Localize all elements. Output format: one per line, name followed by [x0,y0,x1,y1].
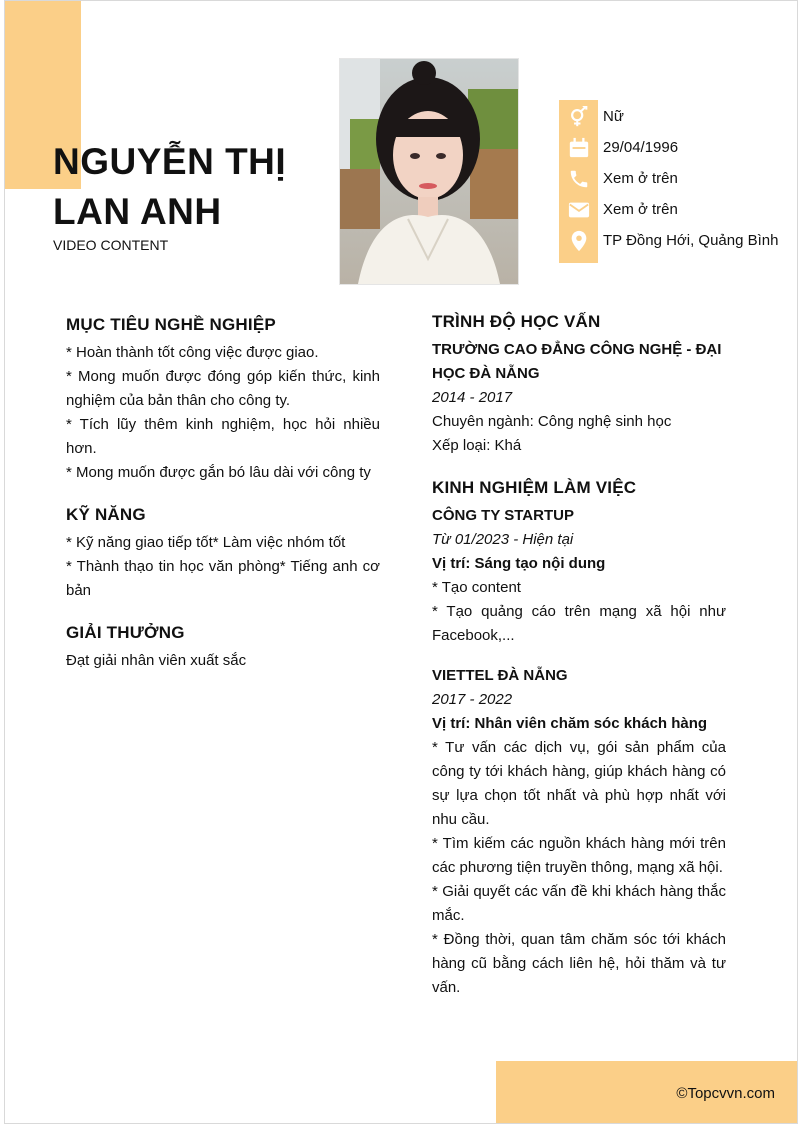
gender-icon [559,101,598,132]
education-rank: Xếp loại: Khá [432,437,522,454]
job-duty: * Đồng thời, quan tâm chăm sóc tới khách hàng cũ bằng cách liên hệ, hỏi thăm và tư vấn. [432,931,726,996]
education-section [432,312,726,458]
job-entry [432,504,726,648]
job-company: VIETTEL ĐÀ NẴNG [432,667,568,684]
skill-item: * Kỹ năng giao tiếp tốt* Làm việc nhóm tốt [66,534,346,551]
job-period: Từ 01/2023 - Hiện tại [432,531,574,548]
experience-title: KINH NGHIỆM LÀM VIỆC [432,478,637,497]
job-period: 2017 - 2022 [432,691,513,708]
phone-icon [559,163,598,194]
education-major: Chuyên ngành: Công nghệ sinh học [432,413,672,430]
email-icon [559,194,598,225]
left-column [66,315,380,693]
education-period: 2014 - 2017 [432,389,513,406]
objective-item: * Mong muốn được gắn bó lâu dài với công ty [66,464,371,481]
contact-birthday [559,132,779,163]
job-position: Vị trí: Nhân viên chăm sóc khách hàng [432,715,708,732]
footer-copyright: ©Topcvvn.com [676,1085,775,1102]
objective-item: * Tích lũy thêm kinh nghiệm, học hỏi nhiều hơn. [66,416,380,457]
skill-item: * Thành thạo tin học văn phòng* Tiếng anh cơ bản [66,558,380,599]
contact-email-text: Xem ở trên [603,201,678,218]
name-line-1: NGUYỄN THỊ [53,141,287,182]
award-item: Đạt giải nhân viên xuất sắc [66,652,247,669]
right-column [432,312,726,1020]
job-company: CÔNG TY STARTUP [432,507,574,524]
candidate-name [53,137,313,237]
birthday-calendar-icon [559,132,598,163]
cv-page [4,0,798,1124]
skills-section [66,505,380,603]
contact-gender-text: Nữ [603,108,624,125]
job-entry [432,664,726,1000]
education-school: TRƯỜNG CAO ĐẲNG CÔNG NGHỆ - ĐẠI HỌC ĐÀ NẴNG [432,341,722,382]
job-duty: * Tạo quảng cáo trên mạng xã hội như Facebook,... [432,603,726,644]
contact-email [559,194,779,225]
objective-title: MỤC TIÊU NGHỀ NGHIỆP [66,315,276,334]
contact-list [559,101,779,256]
skills-title: KỸ NĂNG [66,505,146,524]
job-duty: * Tạo content [432,579,521,596]
contact-address [559,225,779,256]
contact-gender [559,101,779,132]
contact-address-text: TP Đồng Hới, Quảng Bình [603,232,779,249]
objective-item: * Mong muốn được đóng góp kiến thức, kinh nghiệm của bản thân cho công ty. [66,368,380,409]
contact-phone-text: Xem ở trên [603,170,678,187]
objective-section [66,315,380,485]
location-pin-icon [559,225,598,256]
awards-section [66,623,380,673]
job-duty: * Tư vấn các dịch vụ, gói sản phẩm của công ty tới khách hàng, giúp khách hàng có sự lựa chọn tốt nhất và phù hợp nhất với nhu cầu. [432,739,726,828]
job-duty: * Tìm kiếm các nguồn khách hàng mới trên các phương tiện truyền thông, mạng xã hội. [432,835,726,876]
job-title: VIDEO CONTENT [53,237,169,253]
awards-title: GIẢI THƯỞNG [66,623,185,642]
job-position: Vị trí: Sáng tạo nội dung [432,555,606,572]
job-duty: * Giải quyết các vấn đề khi khách hàng thắc mắc. [432,883,726,924]
objective-item: * Hoàn thành tốt công việc được giao. [66,344,319,361]
experience-section [432,478,726,1000]
contact-birthday-text: 29/04/1996 [603,139,679,156]
contact-phone [559,163,779,194]
name-line-2: LAN ANH [53,191,222,232]
profile-photo [339,58,519,285]
education-title: TRÌNH ĐỘ HỌC VẤN [432,312,601,331]
